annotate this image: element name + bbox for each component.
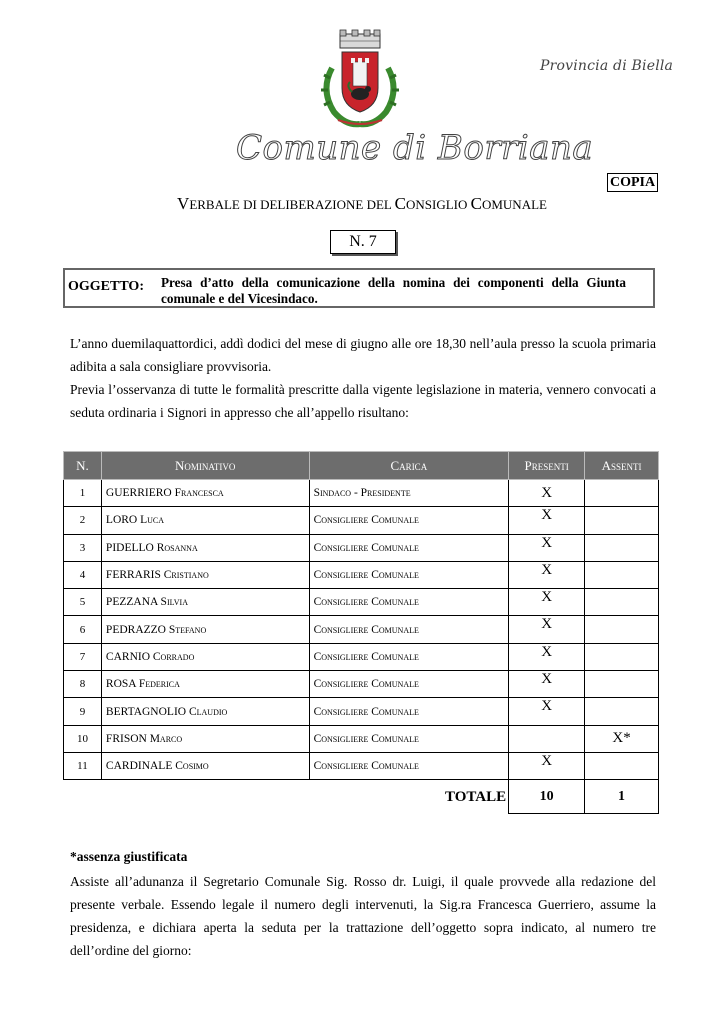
table-row <box>64 616 659 643</box>
province-label: Provincia di Biella <box>540 58 674 74</box>
oggetto-label: OGGETTO: <box>68 279 144 294</box>
total-label: TOTALE <box>445 788 507 805</box>
table-row <box>64 589 659 616</box>
row-carica: Sindaco - Presidente <box>309 480 509 507</box>
table-row <box>64 561 659 588</box>
row-number: 10 <box>64 725 102 752</box>
row-presente: X <box>509 671 585 698</box>
row-presente <box>509 725 585 752</box>
row-presente: X <box>509 507 585 534</box>
row-number: 2 <box>64 507 102 534</box>
row-number: 1 <box>64 480 102 507</box>
row-firstname: Francesca <box>174 487 224 500</box>
row-nominativo <box>101 616 309 643</box>
comune-crest-icon <box>312 28 408 132</box>
row-assente <box>585 671 659 698</box>
table-row <box>64 480 659 507</box>
row-carica: Consigliere Comunale <box>309 725 509 752</box>
row-assente <box>585 616 659 643</box>
row-assente <box>585 643 659 670</box>
row-firstname: Rosanna <box>156 541 198 554</box>
row-carica: Consigliere Comunale <box>309 643 509 670</box>
row-firstname: Stefano <box>168 623 207 636</box>
absence-note: *assenza giustificata <box>70 849 188 864</box>
row-nominativo <box>101 698 309 725</box>
total-absent: 1 <box>585 780 659 814</box>
row-assente <box>585 698 659 725</box>
table-row <box>64 698 659 725</box>
closing-paragraph: Assiste all’adunanza il Segretario Comunale Sig. Rosso dr. Luigi, il quale provvede alla redazione del presente verbale. Essendo legale il numero degli intervenuti, la Sig.ra Francesca Guerriero, assume la presidenza, e dichiara aperta la seduta per la trattazione dell’oggetto sopra indicato, al numero tre dell’ordine del giorno: <box>70 874 656 958</box>
row-carica: Consigliere Comunale <box>309 616 509 643</box>
intro-convocation-text: Previa l’osservanza di tutte le formalità prescritte dalla vigente legislazione in materia, vennero convocati a seduta ordinaria i Signori in appresso che all’appello risultano: <box>70 382 656 420</box>
row-nominativo <box>101 752 309 779</box>
header-assenti: Assenti <box>585 452 659 480</box>
row-firstname: Corrado <box>152 650 195 663</box>
intro-date-text: L’anno duemilaquattordici, addì dodici del mese di giugno alle ore 18,30 nell’aula presso la scuola primaria adibita a sala consigliare provvisoria. <box>70 336 656 374</box>
comune-title: Comune di Borriana <box>236 128 594 168</box>
attendance-table <box>63 451 659 814</box>
row-number: 3 <box>64 534 102 561</box>
row-carica: Consigliere Comunale <box>309 534 509 561</box>
row-firstname: Marco <box>149 732 183 745</box>
total-row <box>64 780 659 814</box>
row-nominativo <box>101 589 309 616</box>
row-nominativo <box>101 671 309 698</box>
row-carica: Consigliere Comunale <box>309 589 509 616</box>
row-surname: CARNIO <box>105 650 151 663</box>
row-assente: X* <box>585 725 659 752</box>
row-surname: CARDINALE <box>105 760 173 773</box>
row-surname: ROSA <box>105 678 136 691</box>
table-header-row <box>64 452 659 480</box>
intro-paragraph <box>70 332 656 424</box>
row-number: 5 <box>64 589 102 616</box>
row-presente: X <box>509 616 585 643</box>
row-carica: Consigliere Comunale <box>309 698 509 725</box>
row-surname: BERTAGNOLIO <box>105 705 187 718</box>
row-firstname: Claudio <box>188 705 228 718</box>
total-present: 10 <box>509 780 585 814</box>
row-surname: PIDELLO <box>105 541 154 554</box>
row-nominativo <box>101 507 309 534</box>
row-presente: X <box>509 480 585 507</box>
row-nominativo <box>101 480 309 507</box>
row-presente: X <box>509 561 585 588</box>
row-firstname: Silvia <box>160 596 188 609</box>
row-presente: X <box>509 752 585 779</box>
document-title: VERBALE DI DELIBERAZIONE DEL CONSIGLIO COMUNALE <box>177 194 547 213</box>
row-firstname: Federica <box>138 678 180 691</box>
row-surname: FRISON <box>105 732 147 745</box>
row-presente: X <box>509 698 585 725</box>
row-firstname: Cristiano <box>163 569 209 582</box>
row-presente: X <box>509 534 585 561</box>
table-row <box>64 534 659 561</box>
row-number: 6 <box>64 616 102 643</box>
row-number: 4 <box>64 561 102 588</box>
row-firstname: Luca <box>140 514 165 527</box>
row-number: 8 <box>64 671 102 698</box>
table-row <box>64 643 659 670</box>
row-presente: X <box>509 589 585 616</box>
row-carica: Consigliere Comunale <box>309 507 509 534</box>
row-surname: PEDRAZZO <box>105 623 166 636</box>
row-assente <box>585 561 659 588</box>
row-assente <box>585 507 659 534</box>
header-nominativo: Nominativo <box>101 452 309 480</box>
row-nominativo <box>101 561 309 588</box>
row-number: 7 <box>64 643 102 670</box>
row-assente <box>585 589 659 616</box>
copy-badge: COPIA <box>607 173 658 192</box>
row-number: 9 <box>64 698 102 725</box>
oggetto-text: Presa d’atto della comunicazione della nomina dei componenti della Giunta comunale e del Vicesindaco. <box>161 275 626 306</box>
row-assente <box>585 480 659 507</box>
row-carica: Consigliere Comunale <box>309 671 509 698</box>
table-row <box>64 752 659 779</box>
header-number: N. <box>64 452 102 480</box>
row-carica: Consigliere Comunale <box>309 752 509 779</box>
row-presente: X <box>509 643 585 670</box>
row-surname: PEZZANA <box>105 596 158 609</box>
row-carica: Consigliere Comunale <box>309 561 509 588</box>
row-surname: FERRARIS <box>105 569 161 582</box>
row-nominativo <box>101 725 309 752</box>
row-surname: LORO <box>105 514 138 527</box>
row-nominativo <box>101 643 309 670</box>
header-presenti: Presenti <box>509 452 585 480</box>
row-surname: GUERRIERO <box>105 487 172 500</box>
header-carica: Carica <box>309 452 509 480</box>
table-row <box>64 671 659 698</box>
row-nominativo <box>101 534 309 561</box>
table-row <box>64 725 659 752</box>
row-number: 11 <box>64 752 102 779</box>
row-assente <box>585 752 659 779</box>
row-firstname: Cosimo <box>175 760 209 773</box>
deliberation-number: N. 7 <box>330 230 396 254</box>
table-row <box>64 507 659 534</box>
row-assente <box>585 534 659 561</box>
